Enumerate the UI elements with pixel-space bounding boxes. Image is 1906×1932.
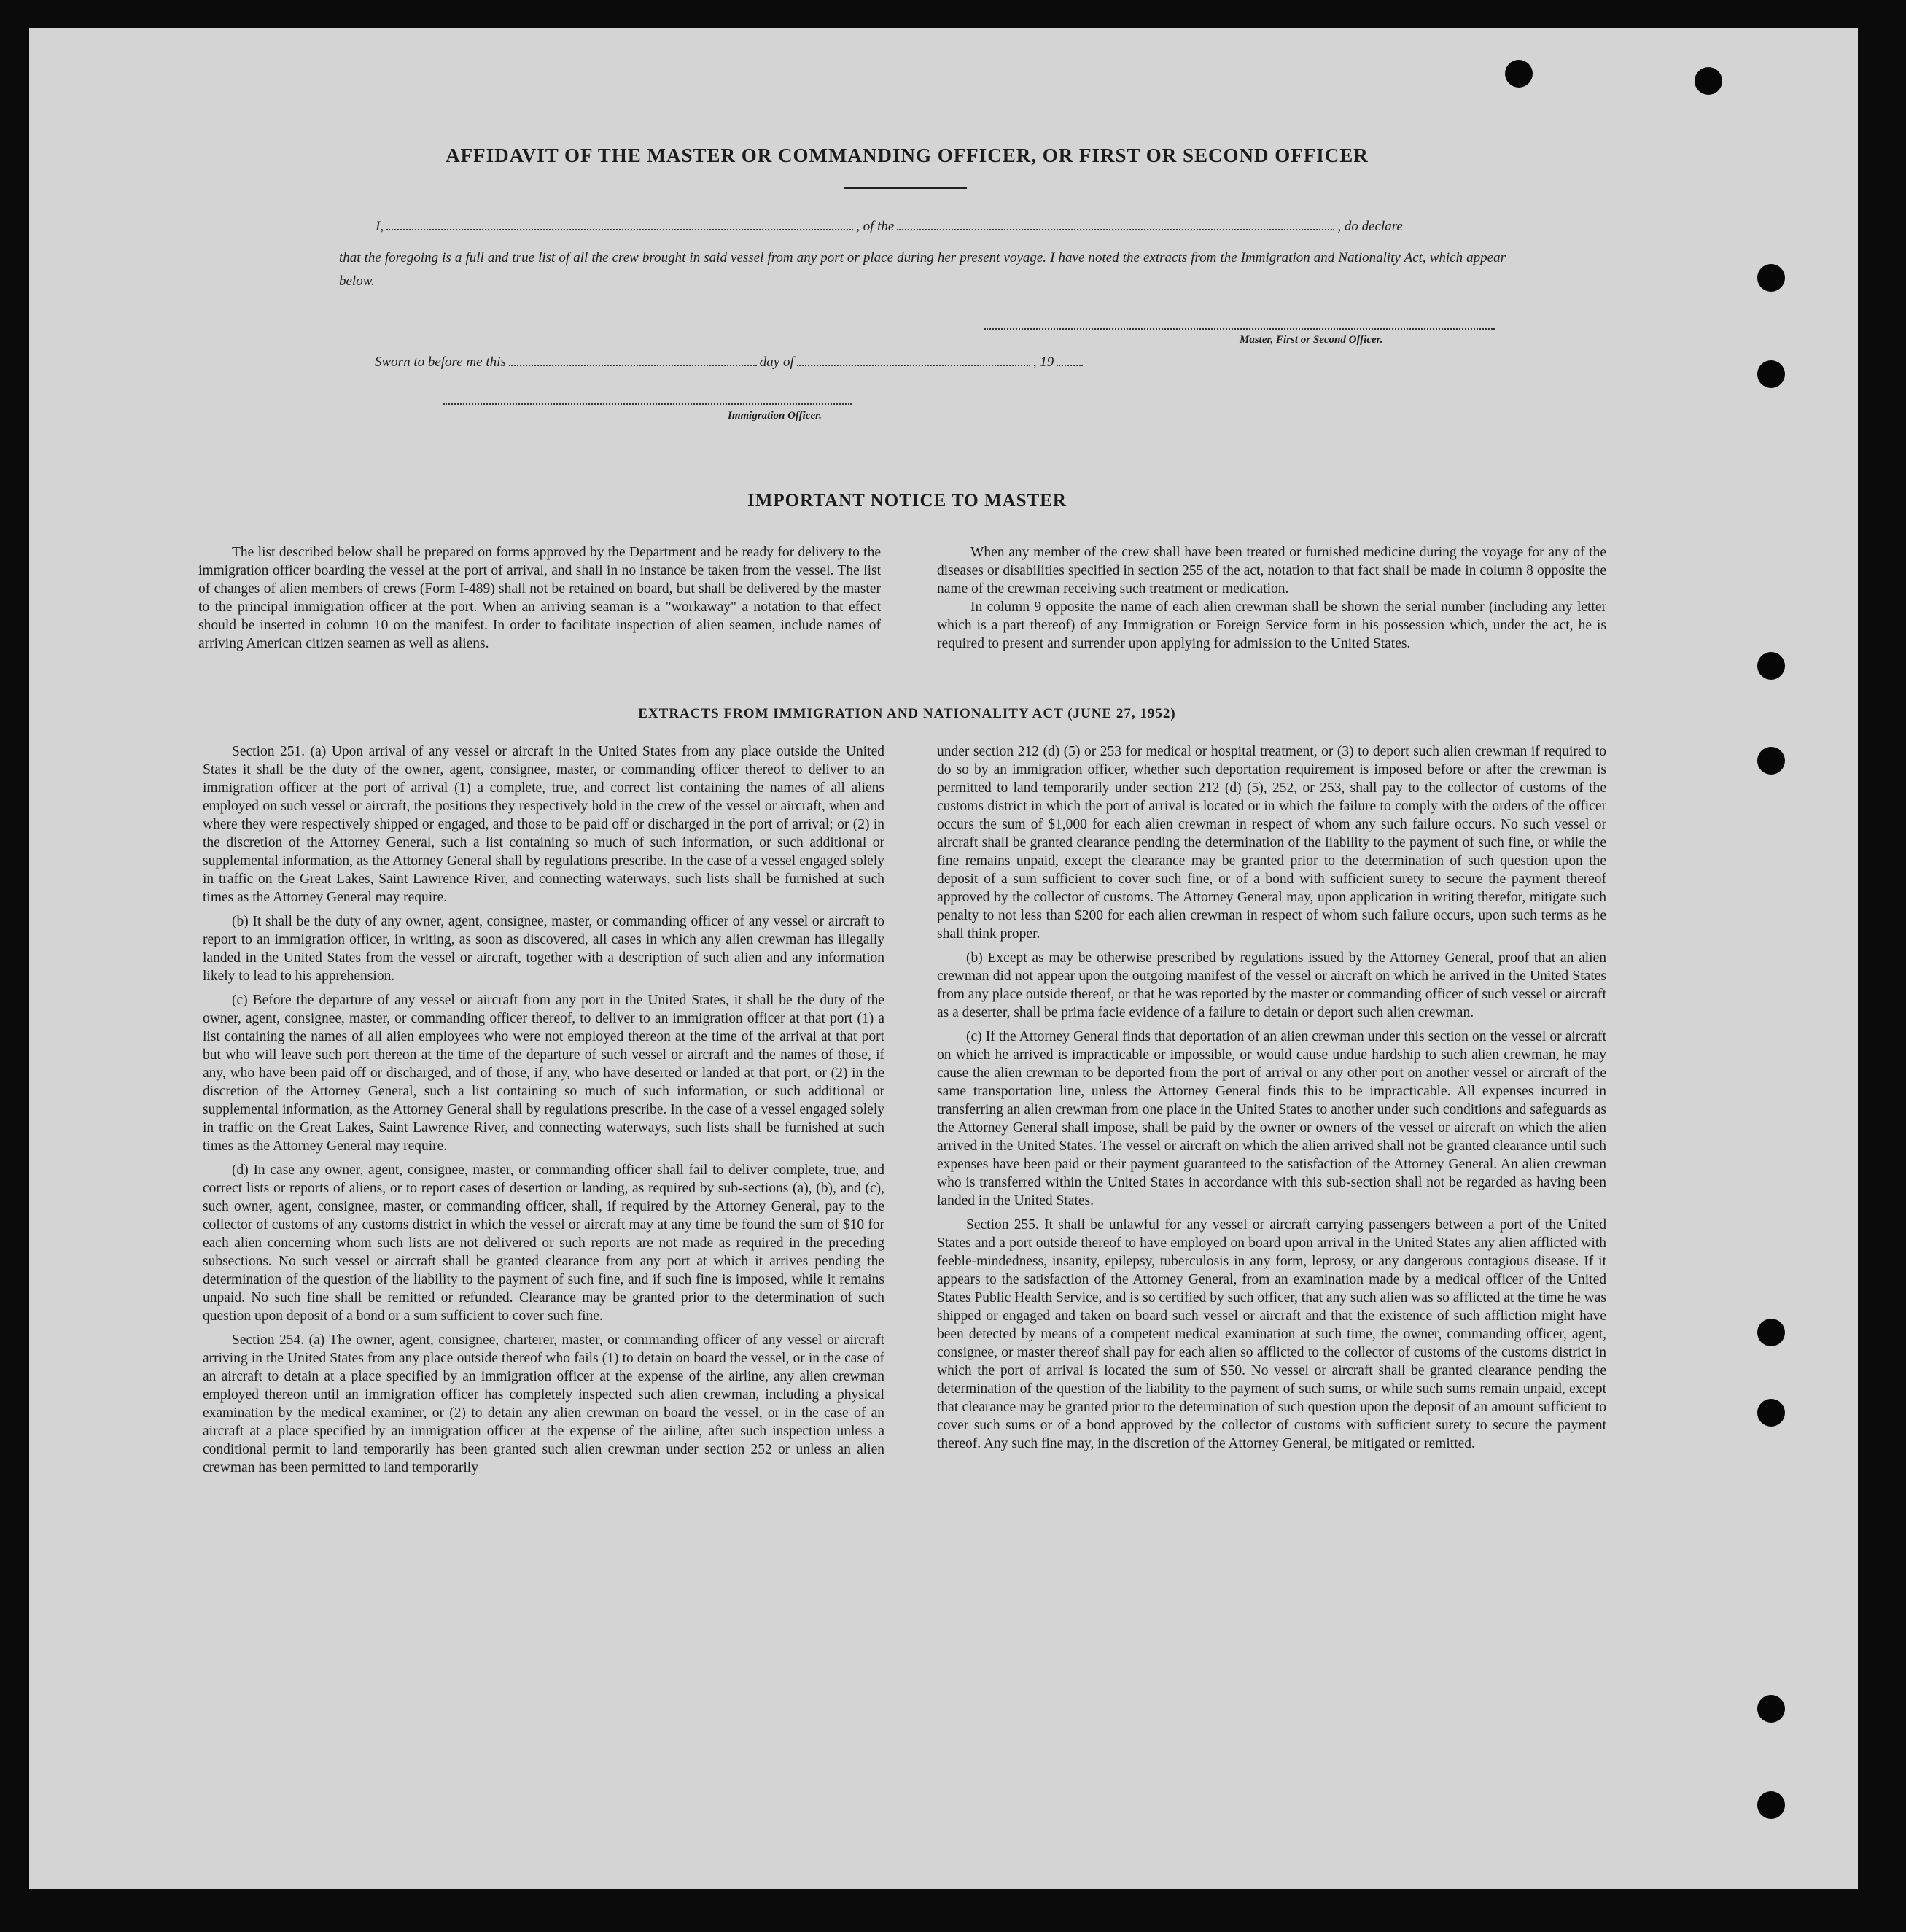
year-label: , 19 bbox=[1032, 354, 1054, 370]
notice-right-column bbox=[937, 543, 1606, 653]
punch-hole bbox=[1505, 60, 1533, 88]
declarant-prefix: I, bbox=[376, 219, 384, 234]
punch-hole bbox=[1757, 264, 1785, 292]
punch-hole bbox=[1757, 1695, 1785, 1723]
statute-paragraph: (b) It shall be the duty of any owner, agent, consignee, master, or commanding officer of any vessel or aircraft to report to an immigration officer, in writing, as soon as discovered, all cases in which any alien crewman has illegally landed in the United States from the vessel or aircraft, together with a description of such alien and any information likely to lead to his apprehension. bbox=[203, 914, 884, 984]
immigration-officer-label: Immigration Officer. bbox=[728, 410, 822, 422]
declaration-text: that the foregoing is a full and true list of all the crew brought in said vessel from any port or place during her present voyage. I have noted the extracts from the Immigration and Nationality Act, which appear below. bbox=[339, 250, 1506, 289]
statute-paragraph: Section 254. (a) The owner, agent, consignee, charterer, master, or commanding officer of any vessel or aircraft arriving in the United States from any place outside thereof who fails (1) to detain on board the vessel, or in the case of an aircraft to detain at a place specified by an immigration officer at the expense of the airline, any alien crewman employed thereon until an immigration officer has completely inspected such alien crewman, including a physical examination by the medical examiner, or (2) to detain any alien crewman on board the vessel, or in the case of an aircraft at a place specified by an immigration officer at the expense of the airline, after such inspection unless a conditional permit to land temporarily has been granted such alien crewman under section 252 or unless an alien crewman has been permitted to land temporarily bbox=[203, 1332, 884, 1475]
sworn-label: Sworn to before me this bbox=[375, 354, 506, 370]
master-signature-label: Master, First or Second Officer. bbox=[1240, 334, 1383, 346]
punch-hole bbox=[1757, 1399, 1785, 1427]
statute-paragraph: Section 251. (a) Upon arrival of any vessel or aircraft in the United States from any place outside the United States it shall be the duty of the owner, agent, consignee, master, or commanding officer thereof to deliver to an immigration officer at the port of arrival (1) a complete, true, and correct list containing the names of all aliens employed on such vessel or aircraft, the positions they respectively hold in the crew of the vessel or aircraft, when and where they were respectively shipped or engaged, and those to be paid off or discharged in the port of arrival; or (2) in the discretion of the Attorney General, such a list containing so much of such information, or such additional or supplemental information, as the Attorney General shall by regulations prescribe. In the case of a vessel engaged solely in traffic on the Great Lakes, Saint Lawrence River, and connecting waterways, such lists shall be furnished at such times as the Attorney General may require. bbox=[203, 744, 884, 905]
punch-hole bbox=[1757, 1319, 1785, 1346]
notice-left-column bbox=[198, 543, 881, 653]
master-signature-line[interactable] bbox=[984, 328, 1495, 330]
punch-hole bbox=[1757, 360, 1785, 388]
notice-paragraph: In column 9 opposite the name of each alien crewman shall be shown the serial number (including any letter which is a part thereof) of any Immigration or Foreign Service form in his possession which, under the act, he is required to present and surrender upon applying for admission to the United States. bbox=[937, 600, 1606, 651]
punch-hole bbox=[1757, 747, 1785, 775]
statute-paragraph: (c) Before the departure of any vessel or aircraft from any port in the United States, it shall be the duty of the owner, agent, consignee, master, or commanding officer thereof, to deliver to an immigration officer at that port (1) a list containing the names of all alien employees who were not employed thereon at the time of the arrival at that port but who will leave such port thereon at the time of the departure of such vessel or aircraft and the names of those, if any, who have been paid off or discharged, and of those, if any, who have deserted or landed at that port, or (2) in the discretion of the Attorney General, such a list containing so much of such information, or such additional or supplemental information, as the Attorney General shall by regulations prescribe. In the case of a vessel engaged solely in traffic on the Great Lakes, Saint Lawrence River, and connecting waterways, such lists shall be furnished at such times as the Attorney General may require. bbox=[203, 993, 884, 1154]
punch-hole bbox=[1757, 652, 1785, 680]
punch-hole bbox=[1695, 67, 1722, 95]
sworn-day-field[interactable] bbox=[509, 364, 757, 366]
sworn-line bbox=[375, 354, 1086, 371]
title-rule bbox=[844, 187, 967, 189]
extracts-right-column bbox=[937, 742, 1606, 1459]
notice-paragraph: When any member of the crew shall have been treated or furnished medicine during the voyage for any of the diseases or disabilities specified in section 255 of the act, notation to that fact shall be made in column 8 opposite the name of the crewman receiving such treatment or medication. bbox=[937, 545, 1606, 597]
statute-paragraph: (d) In case any owner, agent, consignee, master, or commanding officer shall fail to deliver complete, true, and correct lists or reports of aliens, or to report cases of desertion or landing, as required by sub-sections (a), (b), and (c), such owner, agent, consignee, master, or commanding officer, shall, if required by the Attorney General, pay to the collector of customs of any customs district in which the vessel or aircraft may at any time be found the sum of $10 for each alien concerning whom such lists are not delivered or such reports are not made as required in the preceding subsections. No such vessel or aircraft shall be granted clearance from any port at which it arrives pending the determination of the question of the liability to the payment of such fine, and if such fine is imposed, while it remains unpaid. No such fine shall be remitted or refunded. Clearance may be granted prior to the determination of such question upon deposit of a bond or a sum sufficient to cover such fine. bbox=[203, 1163, 884, 1324]
statute-paragraph: (b) Except as may be otherwise prescribed by regulations issued by the Attorney General, proof that an alien crewman did not appear upon the outgoing manifest of the vessel or aircraft on which he arrived in the United States from any place outside thereof, or that he was reported by the master or commanding officer of such vessel or aircraft as a deserter, shall be prima facie evidence of a failure to detain or deport such alien crewman. bbox=[937, 950, 1606, 1020]
extracts-left-column bbox=[203, 742, 884, 1483]
statute-paragraph: (c) If the Attorney General finds that deportation of an alien crewman under this section on the vessel or aircraft on which he arrived is impracticable or impossible, or would cause undue hardship to such alien crewman, he may cause the alien crewman to be deported from the port of arrival or any other port on another vessel or aircraft of the same transportation line, unless the Attorney General finds this to be impracticable. All expenses incurred in transferring an alien crewman from one place in the United States to another under such conditions and safeguards as the Attorney General shall impose, shall be paid by the owner or owners of the vessel or aircraft on which the alien arrived in the United States. The vessel or aircraft on which the alien arrived shall not be granted clearance until such expenses have been paid or their payment guaranteed to the satisfaction of the Attorney General. An alien crewman who is transferred within the United States in accordance with this sub-section shall not be regarded as having been landed in the United States. bbox=[937, 1029, 1606, 1209]
statute-paragraph: under section 212 (d) (5) or 253 for medical or hospital treatment, or (3) to deport such alien crewman if required to do so by an immigration officer, whether such deportation requirement is imposed before or after the crewman is permitted to land temporarily under section 212 (d) (5), 252, or 253, shall pay to the collector of customs of the customs district in which the port of arrival is located or in which the failure to comply with the orders of the officer occurs the sum of $1,000 for each alien crewman in respect of whom any such failure occurs. No such vessel or aircraft shall be granted clearance pending the determination of the liability to the payment of such fine, or while the fine remains unpaid, except the clearance may be granted prior to the determination of such question upon the deposit of a sum sufficient to cover such fine, or of a bond with sufficient surety to secure the payment thereof approved by the collector of customs. The Attorney General may, upon application in writing therefor, mitigate such penalty to not less than $200 for each alien crewman in respect of whom such failure occurs, upon such terms as he shall think proper. bbox=[937, 744, 1606, 942]
do-declare-label: , do declare bbox=[1337, 219, 1403, 234]
day-of-label: day of bbox=[759, 354, 794, 370]
affidavit-title: AFFIDAVIT OF THE MASTER OR COMMANDING OFFICER, OR FIRST OR SECOND OFFICER bbox=[446, 144, 1369, 166]
sworn-year-field[interactable] bbox=[1057, 364, 1083, 366]
notice-title: IMPORTANT NOTICE TO MASTER bbox=[747, 491, 1067, 511]
statute-paragraph: Section 255. It shall be unlawful for any vessel or aircraft carrying passengers between a port of the United States and a port outside thereof to have employed on board upon arrival in the United States any alien afflicted with feeble-mindedness, insanity, epilepsy, tuberculosis in any form, leprosy, or any dangerous contagious disease. If it appears to the satisfaction of the Attorney General, from an examination made by a medical officer of the United States Public Health Service, and is so certified by such officer, that any such alien was so afflicted at the time he was shipped or engaged and taken on board such vessel or aircraft and that the existence of such affliction might have been detected by means of a competent medical examination at such time, the owner, commanding officer, agent, consignee, or master thereof shall pay for each alien so afflicted to the collector of customs of the customs district in which the port of arrival is located the sum of $50. No vessel or aircraft shall be granted clearance pending the determination of the question of the liability to the payment of such sums, or while such sums remain unpaid, except that clearance may be granted prior to the determination of such question upon the deposit of an amount sufficient to cover such sums or of a bond approved by the collector of customs with sufficient surety to secure the payment thereof. Any such fine may, in the discretion of the Attorney General, be mitigated or remitted. bbox=[937, 1217, 1606, 1451]
declaration-line bbox=[376, 219, 1403, 235]
name-field[interactable] bbox=[386, 228, 853, 230]
immigration-officer-signature-line[interactable] bbox=[443, 403, 852, 405]
document-page bbox=[29, 28, 1858, 1889]
punch-hole bbox=[1757, 1791, 1785, 1819]
of-the-label: , of the bbox=[856, 219, 895, 234]
extracts-title: EXTRACTS FROM IMMIGRATION AND NATIONALITY ACT (JUNE 27, 1952) bbox=[638, 706, 1176, 721]
sworn-month-field[interactable] bbox=[797, 364, 1030, 366]
vessel-field[interactable] bbox=[897, 228, 1334, 230]
notice-paragraph: The list described below shall be prepared on forms approved by the Department and be ready for delivery to the immigration officer boarding the vessel at the port of arrival, and shall in no instance be taken from the vessel. The list of changes of alien members of crews (Form I-489) shall not be retained on board, but shall be delivered by the master to the principal immigration officer at the port. When an arriving seaman is a "workaway" a notation to that effect should be inserted in column 10 on the manifest. In order to facilitate inspection of alien seamen, include names of arriving American citizen seamen as well as aliens. bbox=[198, 545, 881, 651]
